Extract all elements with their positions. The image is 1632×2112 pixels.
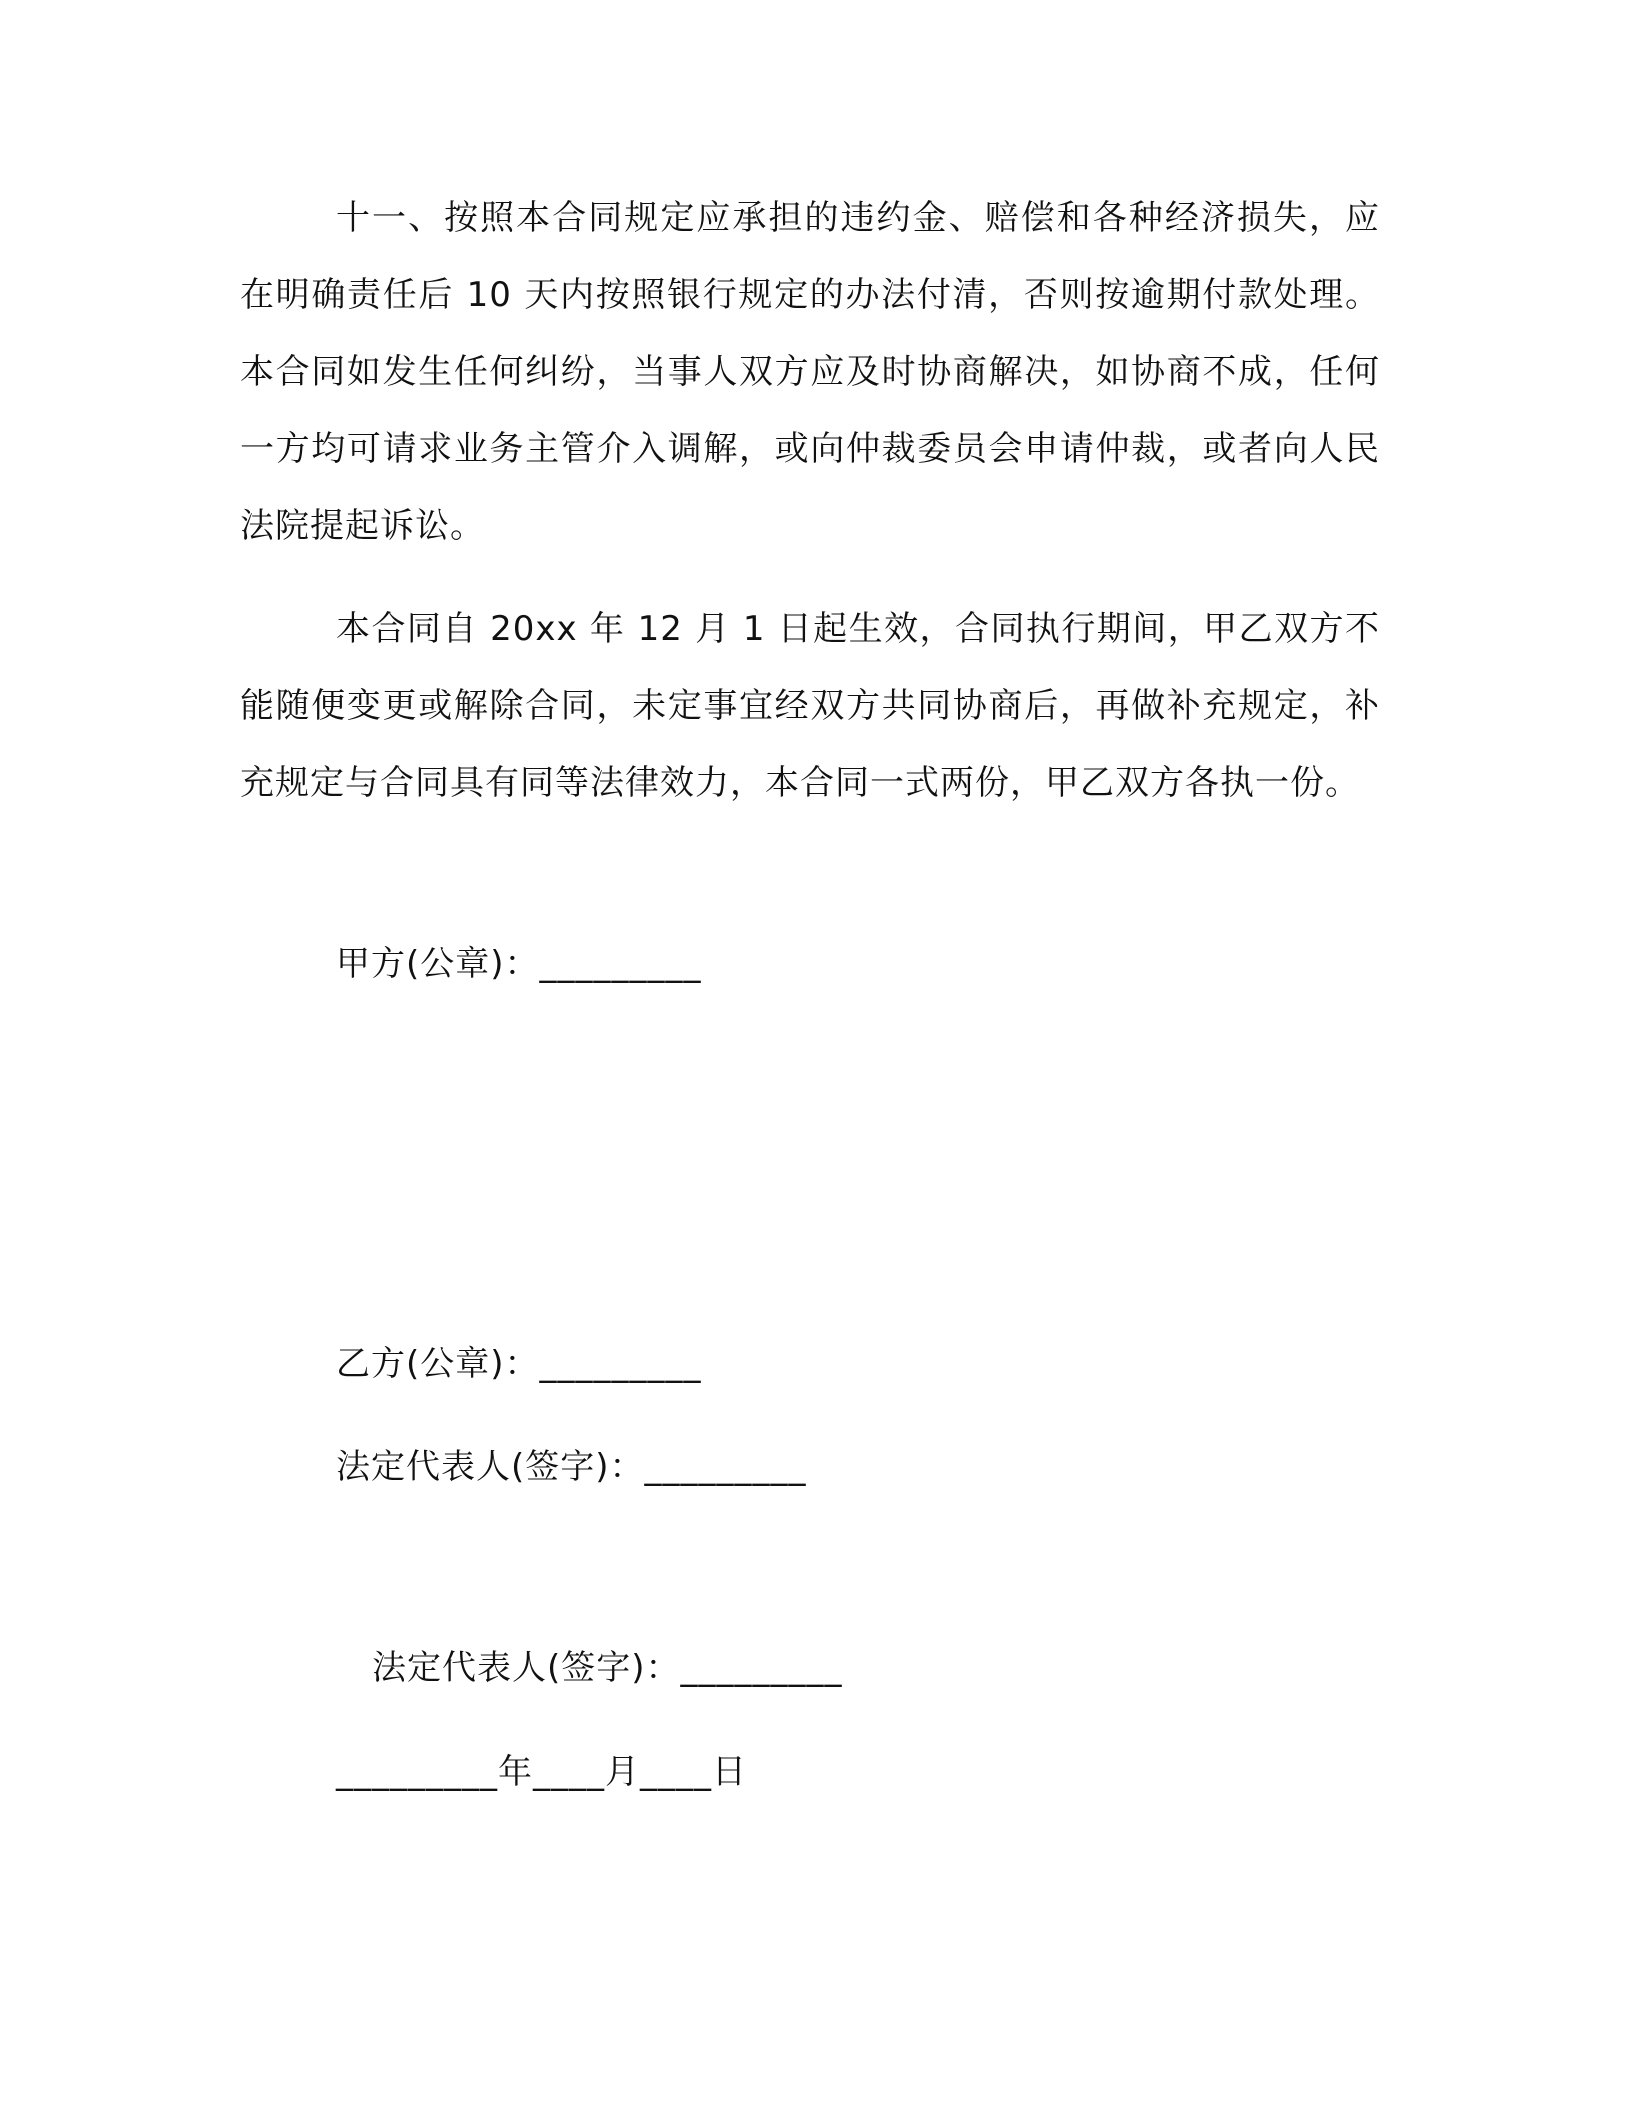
party-a-seal-line: 甲方(公章)：_________ [336,944,702,984]
legal-representative-signature-line: 法定代表人(签字)：_________ [336,1447,807,1487]
party-b-seal-line: 乙方(公章)：_________ [336,1344,702,1384]
legal-representative-signature-line-second: 法定代表人(签字)：_________ [372,1648,843,1688]
signing-date-line: _________年____月____日 [336,1752,747,1792]
effective-date-paragraph: 本合同自 20xx 年 12 月 1 日起生效，合同执行期间，甲乙双方不能随便变更或解除合同，未定事宜经双方共同协商后，再做补充规定，补充规定与合同具有同等法律效力，本合同一式两份，甲乙双方各执一份。 [240,609,1380,803]
clause-eleven-paragraph: 十一、按照本合同规定应承担的违约金、赔偿和各种经济损失，应在明确责任后 10 天内按照银行规定的办法付清，否则按逾期付款处理。 本合同如发生任何纠纷，当事人双方应及时协商解决，如协商不成，任何一方均可请求业务主管介入调解，或向仲裁委员会申请仲裁，或者向人民法院提起诉讼。 [240,198,1380,546]
